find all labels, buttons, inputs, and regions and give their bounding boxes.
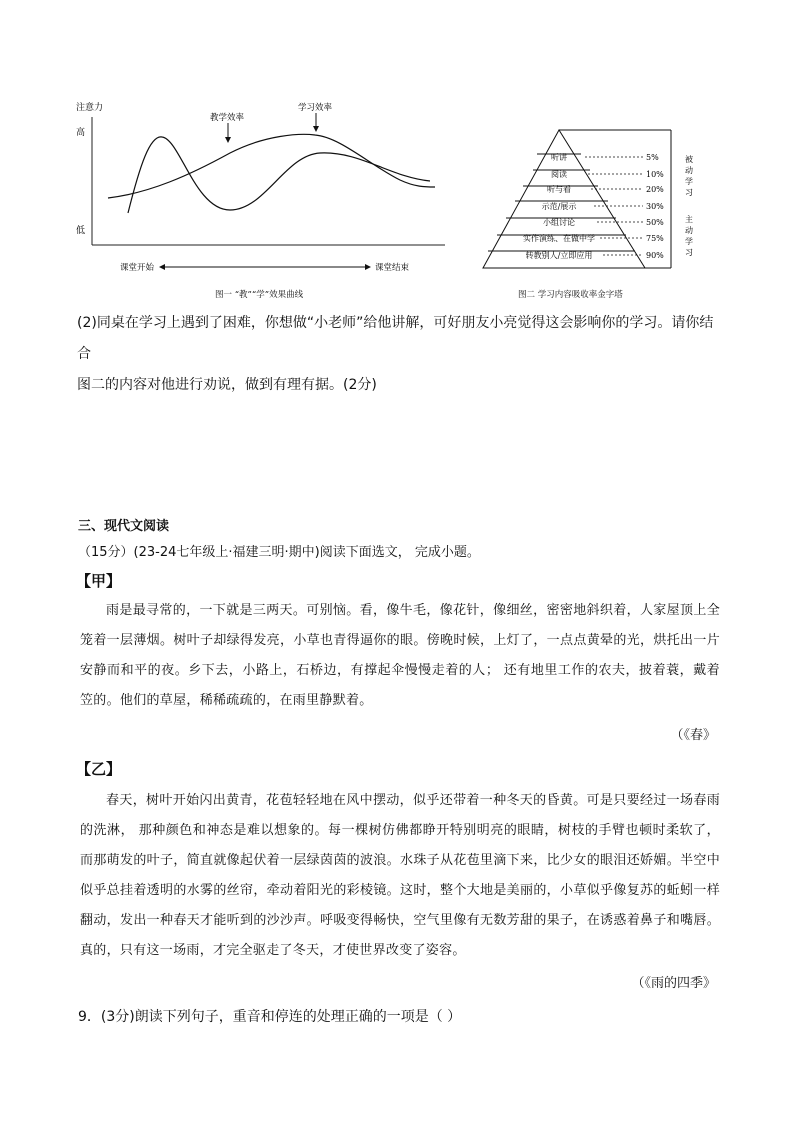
question9: 9．(3分)朗读下列句子，重音和停连的处理正确的一项是（ ） — [78, 1009, 462, 1025]
time-arrow-left-head — [159, 264, 165, 270]
pyramid-rate-label: 50% — [646, 218, 664, 227]
teaching-arrow-head — [225, 137, 231, 143]
pyramid-rate-label: 30% — [646, 202, 664, 211]
learning-efficiency-label: 学习效率 — [298, 103, 333, 113]
y-low-label: 低 — [76, 226, 86, 236]
pyramid-level-label: 示范/展示 — [541, 202, 577, 211]
pyramid-level-label: 实作演练、在做中学 — [523, 234, 595, 243]
learning-efficiency-curve — [108, 134, 435, 198]
y-high-label: 高 — [76, 128, 86, 138]
figure2-pyramid — [475, 122, 705, 272]
pyramid-level-label: 听与看 — [547, 185, 571, 194]
question2 — [77, 308, 727, 401]
time-arrow-right-head — [365, 264, 371, 270]
class-end-label: 课堂结束 — [375, 263, 410, 273]
jia-label: 【甲】 — [76, 572, 122, 590]
section3-title: 三、现代文阅读 — [78, 519, 170, 534]
question2-line1: (2)同桌在学习上遇到了困难，你想做“小老师”给他讲解，可好朋友小亮觉得这会影响你的学习。请你结合 — [77, 315, 714, 362]
question2-line2: 图二的内容对他进行劝说，做到有理有据。(2分) — [77, 377, 377, 393]
pyramid-level-label: 阅读 — [551, 170, 567, 179]
figure1-caption: 图一 “教”“学”效果曲线 — [215, 290, 304, 300]
jia-text: 雨是最寻常的，一下就是三两天。可别恼。看，像牛毛，像花针，像细丝，密密地斜织着，人家屋顶上全笼着一层薄烟。树叶子却绿得发亮，小草也青得逼你的眼。傍晚时候，上灯了，一点点黄晕的光，烘托出一片安静而和平的夜。乡下去，小路上，石桥边，有撑起伞慢慢走着的人； 还有地里工作的农夫，披着蓑，戴着笠的。他们的草屋，稀稀疏疏的，在雨里静默着。 — [80, 603, 720, 708]
yi-source: （《雨的四季》 — [631, 976, 716, 991]
class-start-label: 课堂开始 — [120, 263, 155, 273]
figure1-chart — [70, 95, 450, 295]
pyramid-level-label: 转教别人/立即应用 — [525, 251, 593, 260]
figure2-caption: 图二 学习内容吸收率金字塔 — [518, 290, 623, 300]
pyramid-rate-label: 90% — [646, 251, 664, 260]
pyramid-rate-label: 5% — [646, 153, 659, 162]
learning-arrow-head — [313, 126, 319, 132]
section3-intro: （15分）(23-24七年级上·福建三明·期中)阅读下面选文， 完成小题。 — [78, 545, 480, 560]
pyramid-rate-label: 75% — [646, 234, 664, 243]
passive-label: 被动学习 — [685, 155, 693, 197]
jia-source: （《春》 — [670, 728, 716, 743]
pyramid-rate-label: 10% — [646, 170, 664, 179]
yi-text: 春天，树叶开始闪出黄青，花苞轻轻地在风中摆动，似乎还带着一种冬天的昏黄。可是只要经过一场春雨的洗淋， 那种颜色和神态是难以想象的。每一棵树仿佛都睁开特别明亮的眼睛，树枝的手臂也顿时柔软了，而那萌发的叶子，简直就像起伏着一层绿茵茵的波浪。水珠子从花苞里滴下来，比少女的眼泪还娇媚。半空中似乎总挂着透明的水雾的丝帘，牵动着阳光的彩棱镜。这时，整个大地是美丽的，小草似乎像复苏的蚯蚓一样翻动，发出一种春天才能听到的沙沙声。呼吸变得畅快，空气里像有无数芳甜的果子，在诱惑着鼻子和嘴唇。真的，只有这一场雨，才完全驱走了冬天，才使世界改变了姿容。 — [80, 793, 720, 958]
pyramid-level-label: 听讲 — [551, 153, 567, 162]
yi-label: 【乙】 — [76, 760, 122, 778]
y-axis-label: 注意力 — [76, 103, 104, 113]
pyramid-outline — [483, 130, 645, 268]
teaching-efficiency-curve — [128, 137, 430, 213]
pyramid-rate-label: 20% — [646, 185, 664, 194]
teaching-efficiency-label: 教学效率 — [210, 113, 245, 123]
pyramid-level-label: 小组讨论 — [543, 218, 575, 227]
active-label: 主动学习 — [685, 215, 693, 257]
